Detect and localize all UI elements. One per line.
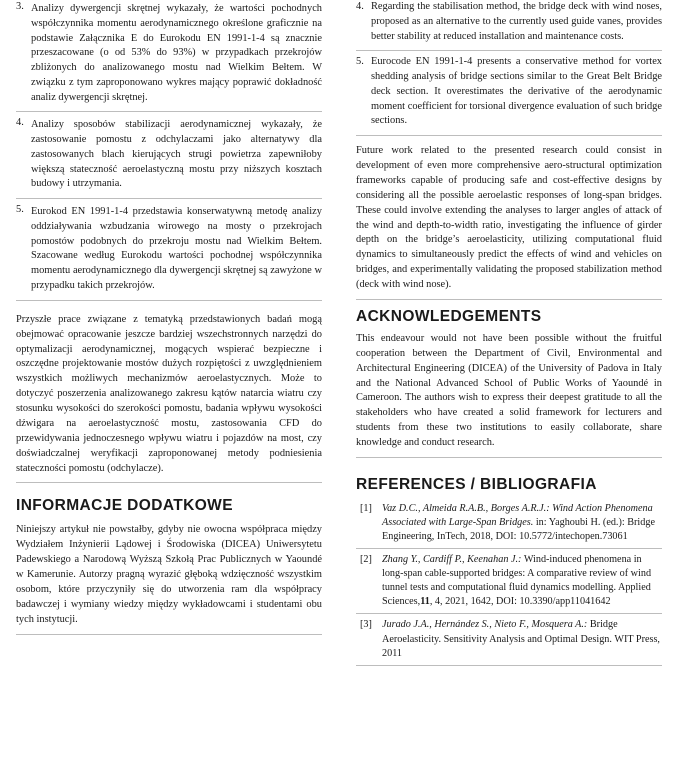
reference-authors: Vaz D.C., Almeida R.A.B., Borges A.R.J.: xyxy=(382,502,550,514)
item-number: 5. xyxy=(16,204,24,216)
list-item xyxy=(356,55,662,136)
reference-number: [2] xyxy=(360,554,372,566)
list-item xyxy=(16,0,322,112)
reference-title: Wind-induced phenomena in long-span cable-supported bridges: A comparative review of wind tunnel tests and computational fluid dynamics modelling. xyxy=(382,554,652,594)
references-list xyxy=(356,502,662,666)
reference-details: in: Yaghoubi H. (ed.): Bridge Engineering, InTech, 2018, DOI: 10.5772/intechopen.73061 xyxy=(382,516,655,543)
section-heading-acknowledgements: ACKNOWLEDGEMENTS xyxy=(356,307,542,325)
acknowledgements-paragraph: This endeavour would not have been possible without the fruitful cooperation between the Department of Civil, Environmental and Architectural Engineering (DICEA) of the University of Padova in Italy and the National Advanced School of Public Works of Yaoundé in Cameroon. The authors wish to express their deepest gratitude to all the stakeholders who have created a solid framework for lecturers and students from these two institutions to easily collaborate, share knowledge and conduct research. xyxy=(356,332,662,458)
reference-details: Applied Sciences, xyxy=(382,582,651,608)
reference-authors: Jurado J.A., Hernández S., Nieto F., Mosquera A.: xyxy=(382,619,588,631)
list-item xyxy=(16,203,322,301)
reference-item xyxy=(356,553,662,614)
section-heading-references: REFERENCES / BIBLIOGRAFIA xyxy=(356,475,597,493)
list-item xyxy=(356,0,662,51)
reference-details: WIT Press, 2011 xyxy=(382,633,660,659)
reference-title: Bridge Aeroelasticity. Sensitivity Analysis and Optimal Design. xyxy=(382,619,618,645)
item-text: Analizy sposobów stabilizacji aerodynamicznej wykazały, że zastosowanie pomostu z odchylaczami jako alternatywy dla zastosowanych blach kierujących strugi powietrza zapewniłoby większą stateczność aeroelastyczną mostu przy niższych kosztach budowy i utrzymania. xyxy=(31,119,322,190)
reference-title: Wind Action Phenomena Associated with Large-Span Bridges. xyxy=(382,502,653,528)
item-number: 4. xyxy=(16,117,24,129)
reference-authors: Zhang Y., Cardiff P., Keenahan J.: xyxy=(382,554,522,566)
section-heading-info: INFORMACJE DODATKOWE xyxy=(16,497,233,515)
conclusions-list-en xyxy=(356,0,662,136)
reference-number: [1] xyxy=(360,502,372,514)
reference-number: [3] xyxy=(360,619,372,631)
list-item xyxy=(16,116,322,199)
item-number: 4. xyxy=(356,1,364,12)
item-text: Analizy dywergencji skrętnej wykazały, że wartości pochodnych współczynnika momentu aerodynamicznego określone graficznie na podstawie Załącznika E do Eurokodu EN 1991-1-4 są znacznie przeszacowane (o od 53% do 93%) w przypadkach przekrojów zbliżonych do analizowanego mostu nad Wielkim Bełtem. W związku z tym zaproponowano wykres mający poprawić dokładność analiz dywergencji skrętnej. xyxy=(31,3,322,103)
future-work-paragraph-en: Future work related to the presented research could consist in development of even more comprehensive aero-structural optimization frameworks capable of producing safe and cost-effective designs by considering all the possible aeroelastic responses of long-span bridges. These could involve extending the analyses to larger angles of attack of the wind and depth-to-width ratio, investigating the influence of girder depth on the bridge’s aeroelasticity, utilizing computational fluid dynamics to simultaneously predict the effects of wind and vehicles on bridges, and experimentally validating the proposed stabilization method (deck with wind nose). xyxy=(356,144,662,300)
conclusions-list-pl xyxy=(16,0,322,301)
reference-volume: 11 xyxy=(420,596,430,608)
item-text: Regarding the stabilisation method, the bridge deck with wind noses, proposed as an alternative to the currently used guide vanes, provides better stability at reduced installation and maintenance costs. xyxy=(371,1,662,42)
reference-item xyxy=(356,618,662,665)
item-number: 3. xyxy=(16,1,24,12)
reference-details-tail: , 4, 2021, 1642, DOI: 10.3390/app11041642 xyxy=(429,596,611,608)
reference-item xyxy=(356,502,662,549)
item-text: Eurokod EN 1991-1-4 przedstawia konserwatywną metodę analizy oddziaływania wzbudzania wirowego na mosty o przekrojach pomostów podobnych do przekroju mostu nad Wielkim Bełtem. Szacowane według Eurokodu wartości pochodnej współczynnika momentu aerodynamicznego dla dywergencji skrętnej są zawyżone w przypadku takich przekrojów. xyxy=(31,206,322,292)
right-column xyxy=(356,0,662,670)
future-work-paragraph-pl: Przyszłe prace związane z tematyką przedstawionych badań mogą obejmować opracowanie jeszcze bardziej wszechstronnych narzędzi do optymalizacji aerodynamicznej, mogących wspierać bezpieczne i oszczędne projektowanie mostów dużych rozpiętości z uwzględnieniem wszystkich możliwych mechanizmów aeroelastycznych. Może to dotyczyć poszerzenia analizowanego zakresu kątów natarcia wiatru czy stosunku wysokości do szerokości pomostu, badania wpływu wysokości dźwigara na aeroelastyczność mostu, zastosowania CFD do przewidywania jednoczesnego wpływu wiatru i pojazdów na most, czy doświadczalnej weryfikacji zaproponowanej metody podniesienia stateczności pomostu (odchylacze). xyxy=(16,313,322,484)
item-number: 5. xyxy=(356,56,364,68)
info-paragraph: Niniejszy artykuł nie powstałby, gdyby nie owocna współpraca między Wydziałem Inżynierii Lądowej i Środowiska (DICEA) Uniwersytetu Padewskiego a Narodową Wyższą Szkołą Prac Publicznych w Yaoundé w Kamerunie. Autorzy pragną wyrazić głęboką wdzięczność wszystkim osobom, które przyczyniły się do utworzenia ram dla współpracy badawczej i wymiany wiedzy między wykładowcami i studentami obu tych instytucji. xyxy=(16,523,322,634)
left-column xyxy=(16,0,322,635)
item-text: Eurocode EN 1991-1-4 presents a conservative method for vortex shedding analysis of bridge sections similar to the Great Belt Bridge deck section. It overestimates the derivative of the aerodynamic moment coefficient for torsional divergence evaluation of such bridge sections. xyxy=(371,56,662,127)
